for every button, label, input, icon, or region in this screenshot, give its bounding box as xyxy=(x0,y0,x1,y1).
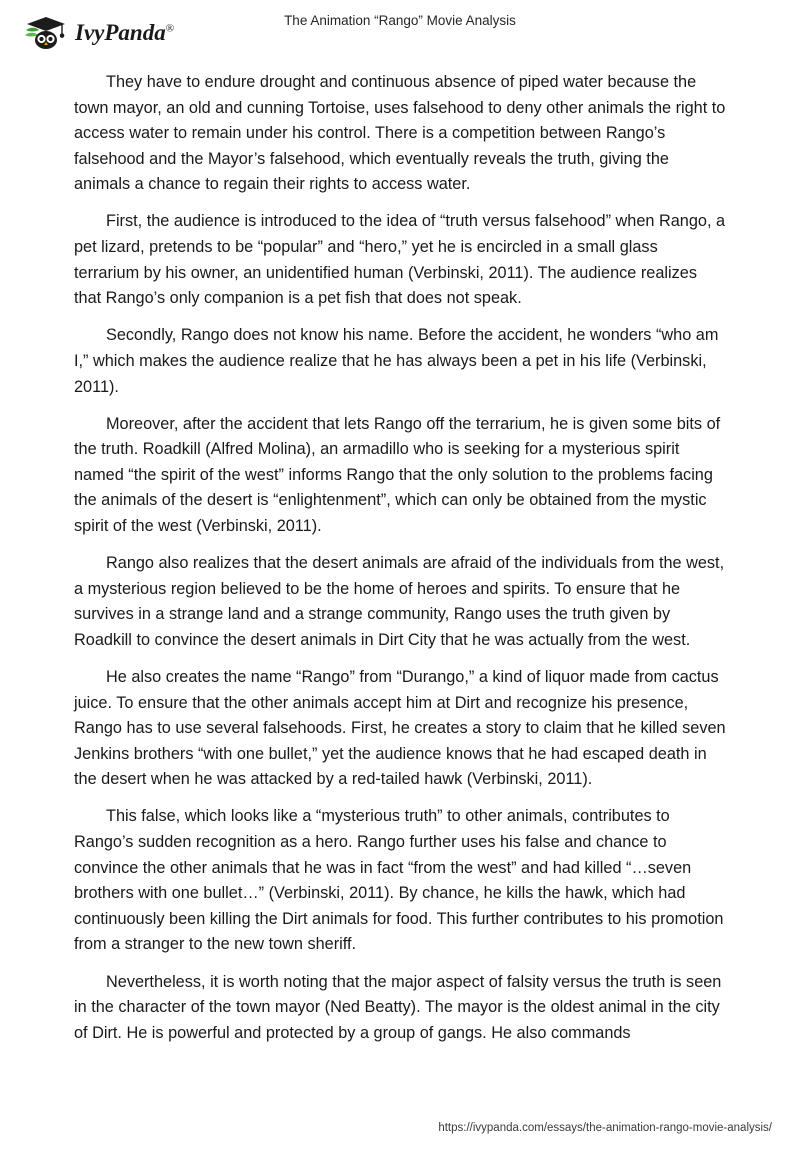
footer-source-link[interactable]: https://ivypanda.com/essays/the-animation-rango-movie-analysis/ xyxy=(438,1122,772,1134)
paragraph: Secondly, Rango does not know his name. Before the accident, he wonders “who am I,” which makes the audience realize that he has always been a pet in his life (Verbinski, 2011). xyxy=(74,326,719,396)
paragraph: They have to endure drought and continuous absence of piped water because the town mayor, an old and cunning Tortoise, uses falsehood to deny other animals the right to access water to remain under his control. There is a competition between Rango’s falsehood and the Mayor’s falsehood, which eventually reveals the truth, giving the animals a chance to regain their rights to access water. xyxy=(74,73,726,194)
page-title: The Animation “Rango” Movie Analysis xyxy=(284,13,516,28)
paragraph: Nevertheless, it is worth noting that the major aspect of falsity versus the truth is seen in the character of the town mayor (Ned Beatty). The mayor is the oldest animal in the city of Dirt. He is powerful and protected by a group of gangs. He also commands xyxy=(74,972,722,1042)
paragraph: He also creates the name “Rango” from “Durango,” a kind of liquor made from cactus juice. To ensure that the other animals accept him at Dirt and recognize his presence, Rango has to use several falsehoods. First, he creates a story to claim that he killed seven Jenkins brothers “with one bullet,” yet the audience knows that he had escaped death in the desert when he was attacked by a red-tailed hawk (Verbinski, 2011). xyxy=(74,667,726,789)
paragraph: Moreover, after the accident that lets Rango off the terrarium, he is given some bits of the truth. Roadkill (Alfred Molina), an armadillo who is seeking for a mysterious spirit named “the spirit of the west” informs Rango that the only solution to the problems facing the animals of the desert is “enlightenment”, which can only be obtained from the mystic spirit of the west (Verbinski, 2011). xyxy=(74,414,721,535)
page-header xyxy=(0,0,800,62)
brand-name-text: IvyPanda xyxy=(75,20,166,45)
paragraph: Rango also realizes that the desert animals are afraid of the individuals from the west, a mysterious region believed to be the home of heroes and spirits. To ensure that he survives in a strange land and a strange community, Rango uses the truth given by Roadkill to convince the desert animals in Dirt City that he was actually from the west. xyxy=(74,554,725,649)
document-body xyxy=(74,70,726,1058)
brand-trademark: ® xyxy=(165,22,175,35)
paragraph: This false, which looks like a “mysterious truth” to other animals, contributes to Rango’s sudden recognition as a hero. Rango further uses his false and chance to convince the other animals that he was in fact “from the west” and had killed “…seven brothers with one bullet…” (Verbinski, 2011). By chance, he kills the hawk, which had continuously been killing the Dirt animals for food. This further contributes to his promotion from a stranger to the new town sheriff. xyxy=(74,807,724,954)
paragraph: First, the audience is introduced to the idea of “truth versus falsehood” when Rango, a pet lizard, pretends to be “popular” and “hero,” yet he is encircled in a small glass terrarium by his owner, an unidentified human (Verbinski, 2011). The audience realizes that Rango’s only companion is a pet fish that does not speak. xyxy=(74,212,726,308)
